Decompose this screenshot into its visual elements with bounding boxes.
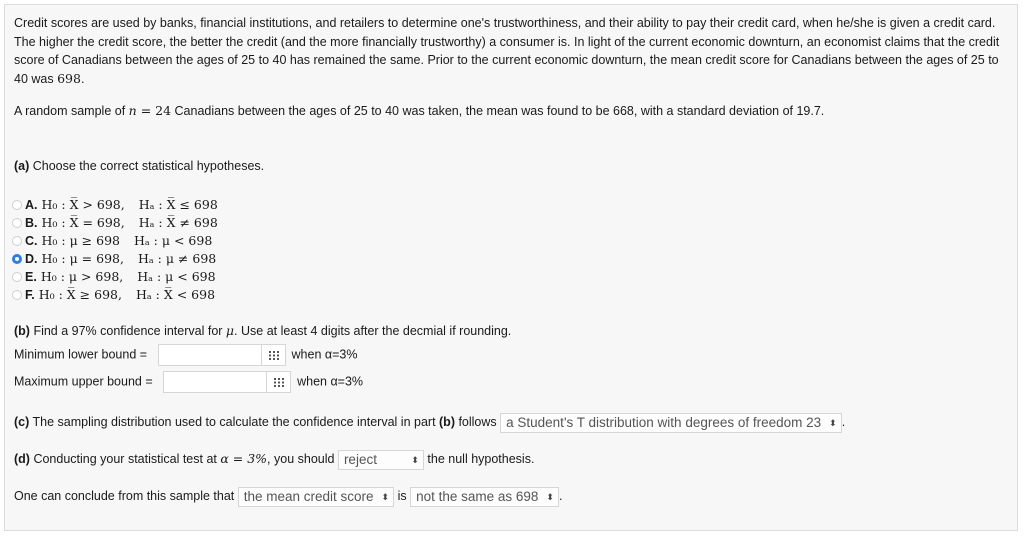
max-upper-bound-row (14, 371, 363, 393)
hypothesis-option[interactable] (12, 232, 212, 249)
select-arrows-icon: ⬍ (381, 491, 390, 502)
distribution-select[interactable] (500, 413, 842, 433)
conclusion-prefix: One can conclude from this sample that (14, 489, 238, 503)
part-c-text: The sampling distribution used to calculate the confidence interval in part (29, 415, 440, 429)
conclusion-is: is (394, 489, 411, 503)
part-c-follows: follows (454, 415, 501, 429)
part-b-suffix: . Use at least 4 digits after the decmial if rounding. (234, 324, 512, 338)
part-d-after: the null hypothesis. (423, 452, 535, 466)
alternative-hypothesis: Hₐ : X̅ ≤ 698 (138, 197, 218, 212)
radio-icon[interactable] (12, 236, 22, 246)
radio-icon[interactable] (12, 272, 22, 282)
conclusion-subject-select[interactable] (238, 487, 394, 507)
min-keypad-button[interactable] (262, 344, 286, 366)
sample-paragraph (14, 102, 1014, 121)
select-arrows-icon: ⬍ (829, 417, 837, 428)
sample-suffix: Canadians between the ages of 25 to 40 was taken, the mean was found to be 668, with a standard deviation of 19.7. (171, 104, 825, 118)
max-keypad-button[interactable] (267, 371, 291, 393)
min-lower-bound-label: Minimum lower bound = (14, 347, 151, 362)
null-hypothesis: H₀ : X̅ ≥ 698, (38, 287, 122, 302)
mu-symbol: μ (225, 323, 235, 338)
part-c-label: (c) (14, 415, 30, 429)
alpha-expression: α = 3% (220, 451, 268, 466)
intro-line-4-suffix: . (80, 71, 85, 86)
option-letter: B. (25, 216, 38, 230)
null-hypothesis: H₀ : μ > 698, (40, 269, 124, 284)
alternative-hypothesis: Hₐ : X̅ < 698 (135, 287, 216, 302)
radio-icon[interactable] (12, 290, 22, 300)
max-when-alpha: when α=3% (297, 374, 364, 389)
max-upper-bound-input[interactable] (163, 371, 267, 393)
intro-line-1: Credit scores are used by banks, financial institutions, and retailers to determine one's trustworthiness, and their ability to pay their credit card, when he/she is given a credit card. (14, 16, 996, 30)
part-d-text: Conducting your statistical test at (29, 452, 221, 466)
part-d-suffix: , you should (267, 452, 338, 466)
hypothesis-option[interactable] (12, 250, 216, 267)
select-arrows-icon: ⬍ (411, 454, 419, 465)
max-upper-bound-label: Maximum upper bound = (14, 374, 157, 389)
min-lower-bound-input[interactable] (158, 344, 262, 366)
part-b-text: Find a 97% confidence interval for (29, 324, 226, 338)
distribution-select-value: a Student's T distribution with degrees of freedom 23 (506, 414, 822, 430)
alternative-hypothesis: Hₐ : μ ≠ 698 (137, 251, 217, 266)
prior-mean-value: 698 (57, 70, 81, 86)
intro-line-3: score of Canadians between the ages of 25 to 40 has remained the same. Prior to the current economic downturn, the mean credit score for Canadians between the ages of 25 to (14, 53, 999, 67)
alternative-hypothesis: Hₐ : μ < 698 (133, 233, 213, 248)
min-when-alpha: when α=3% (291, 347, 358, 362)
option-letter: A. (25, 198, 38, 212)
null-hypothesis: H₀ : X̅ = 698, (41, 215, 125, 230)
conclusion-subject-value: the mean credit score (243, 488, 374, 504)
option-letter: E. (25, 270, 37, 284)
part-d-label: (d) (14, 452, 30, 466)
radio-icon[interactable] (12, 200, 22, 210)
conclusion-end: . (558, 489, 563, 503)
alternative-hypothesis: Hₐ : μ < 698 (137, 269, 216, 284)
intro-line-2: The higher the credit score, the better the credit (and the more financially trustworthy) a consumer is. In light of the current economic downturn, an economist claims that the credit (14, 34, 1000, 49)
question-panel (4, 4, 1018, 531)
sample-n-var: n (128, 103, 137, 118)
hypothesis-option[interactable] (12, 196, 218, 213)
conclusion-relation-select[interactable] (410, 487, 559, 507)
select-arrows-icon: ⬍ (546, 491, 554, 502)
alternative-hypothesis: Hₐ : X̅ ≠ 698 (138, 215, 218, 230)
part-a-label: (a) (14, 159, 30, 173)
option-letter: F. (25, 288, 35, 302)
conclusion-relation-value: not the same as 698 (416, 488, 539, 504)
part-d-row (14, 449, 534, 470)
part-c-ref: (b) (439, 415, 455, 429)
hypothesis-option[interactable] (12, 286, 215, 303)
intro-line-4-prefix: 40 was (14, 71, 58, 86)
sample-prefix: A random sample of (14, 104, 129, 118)
option-letter: D. (25, 252, 38, 266)
null-hypothesis: H₀ : X̅ > 698, (41, 197, 125, 212)
keypad-icon (274, 378, 284, 387)
part-a-text: Choose the correct statistical hypotheses. (29, 159, 265, 173)
sample-n-eq: = 24 (136, 103, 172, 118)
option-letter: C. (25, 234, 38, 248)
null-hypothesis: H₀ : μ = 698, (41, 251, 124, 266)
conclusion-row (14, 486, 562, 507)
radio-icon[interactable] (12, 218, 22, 228)
part-b-label: (b) (14, 324, 30, 338)
intro-paragraph (14, 14, 1014, 88)
keypad-icon (269, 351, 279, 360)
part-c-row (14, 412, 845, 433)
radio-selected-icon[interactable] (12, 254, 22, 264)
part-c-end: . (841, 415, 846, 429)
part-a-question (14, 157, 1014, 176)
decision-select-value: reject (343, 451, 377, 467)
hypothesis-option[interactable] (12, 268, 216, 285)
null-hypothesis: H₀ : μ ≥ 698 (41, 233, 120, 248)
min-lower-bound-row (14, 344, 357, 366)
hypothesis-option[interactable] (12, 214, 218, 231)
part-b-question (14, 322, 1014, 341)
decision-select[interactable] (338, 450, 424, 470)
